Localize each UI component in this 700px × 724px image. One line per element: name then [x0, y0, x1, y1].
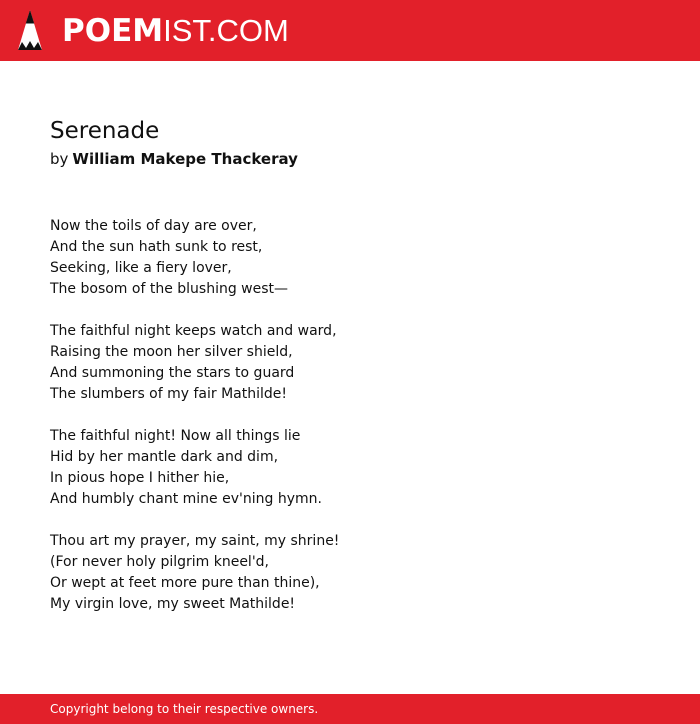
poem-line: Or wept at feet more pure than thine),: [50, 575, 320, 591]
copyright-text: Copyright belong to their respective owners.: [50, 702, 319, 716]
poem-line: The faithful night keeps watch and ward,: [50, 323, 337, 339]
byline: [50, 147, 650, 171]
stanza: [50, 531, 650, 615]
site-logo[interactable]: [62, 12, 289, 50]
stanza: [50, 426, 650, 510]
author-name: William Makepe Thackeray: [72, 150, 298, 168]
stanza: [50, 321, 650, 405]
poem-line: Hid by her mantle dark and dim,: [50, 449, 279, 465]
logo-text-light: IST.COM: [163, 13, 289, 48]
site-footer: [0, 694, 700, 724]
poem-content: [50, 116, 650, 636]
poem-line: In pious hope I hither hie,: [50, 470, 230, 486]
poem-body: [50, 216, 650, 615]
poem-line: Raising the moon her silver shield,: [50, 344, 293, 360]
poem-line: Thou art my prayer, my saint, my shrine!: [50, 533, 340, 549]
poem-line: And humbly chant mine ev'ning hymn.: [50, 491, 322, 507]
poem-line: And summoning the stars to guard: [50, 365, 295, 381]
by-label: by: [50, 150, 69, 168]
poem-title: Serenade: [50, 118, 160, 144]
poem-line: The faithful night! Now all things lie: [50, 428, 301, 444]
pencil-tip-icon[interactable]: [17, 9, 43, 51]
poem-line: The slumbers of my fair Mathilde!: [50, 386, 288, 402]
poem-line: Seeking, like a fiery lover,: [50, 260, 232, 276]
stanza: [50, 216, 650, 300]
poem-line: (For never holy pilgrim kneel'd,: [50, 554, 270, 570]
poem-line: Now the toils of day are over,: [50, 218, 257, 234]
site-header: [0, 0, 700, 61]
poem-line: And the sun hath sunk to rest,: [50, 239, 263, 255]
logo-text-bold: POEM: [62, 13, 164, 49]
poem-line: The bosom of the blushing west—: [50, 281, 289, 297]
poem-line: My virgin love, my sweet Mathilde!: [50, 596, 296, 612]
